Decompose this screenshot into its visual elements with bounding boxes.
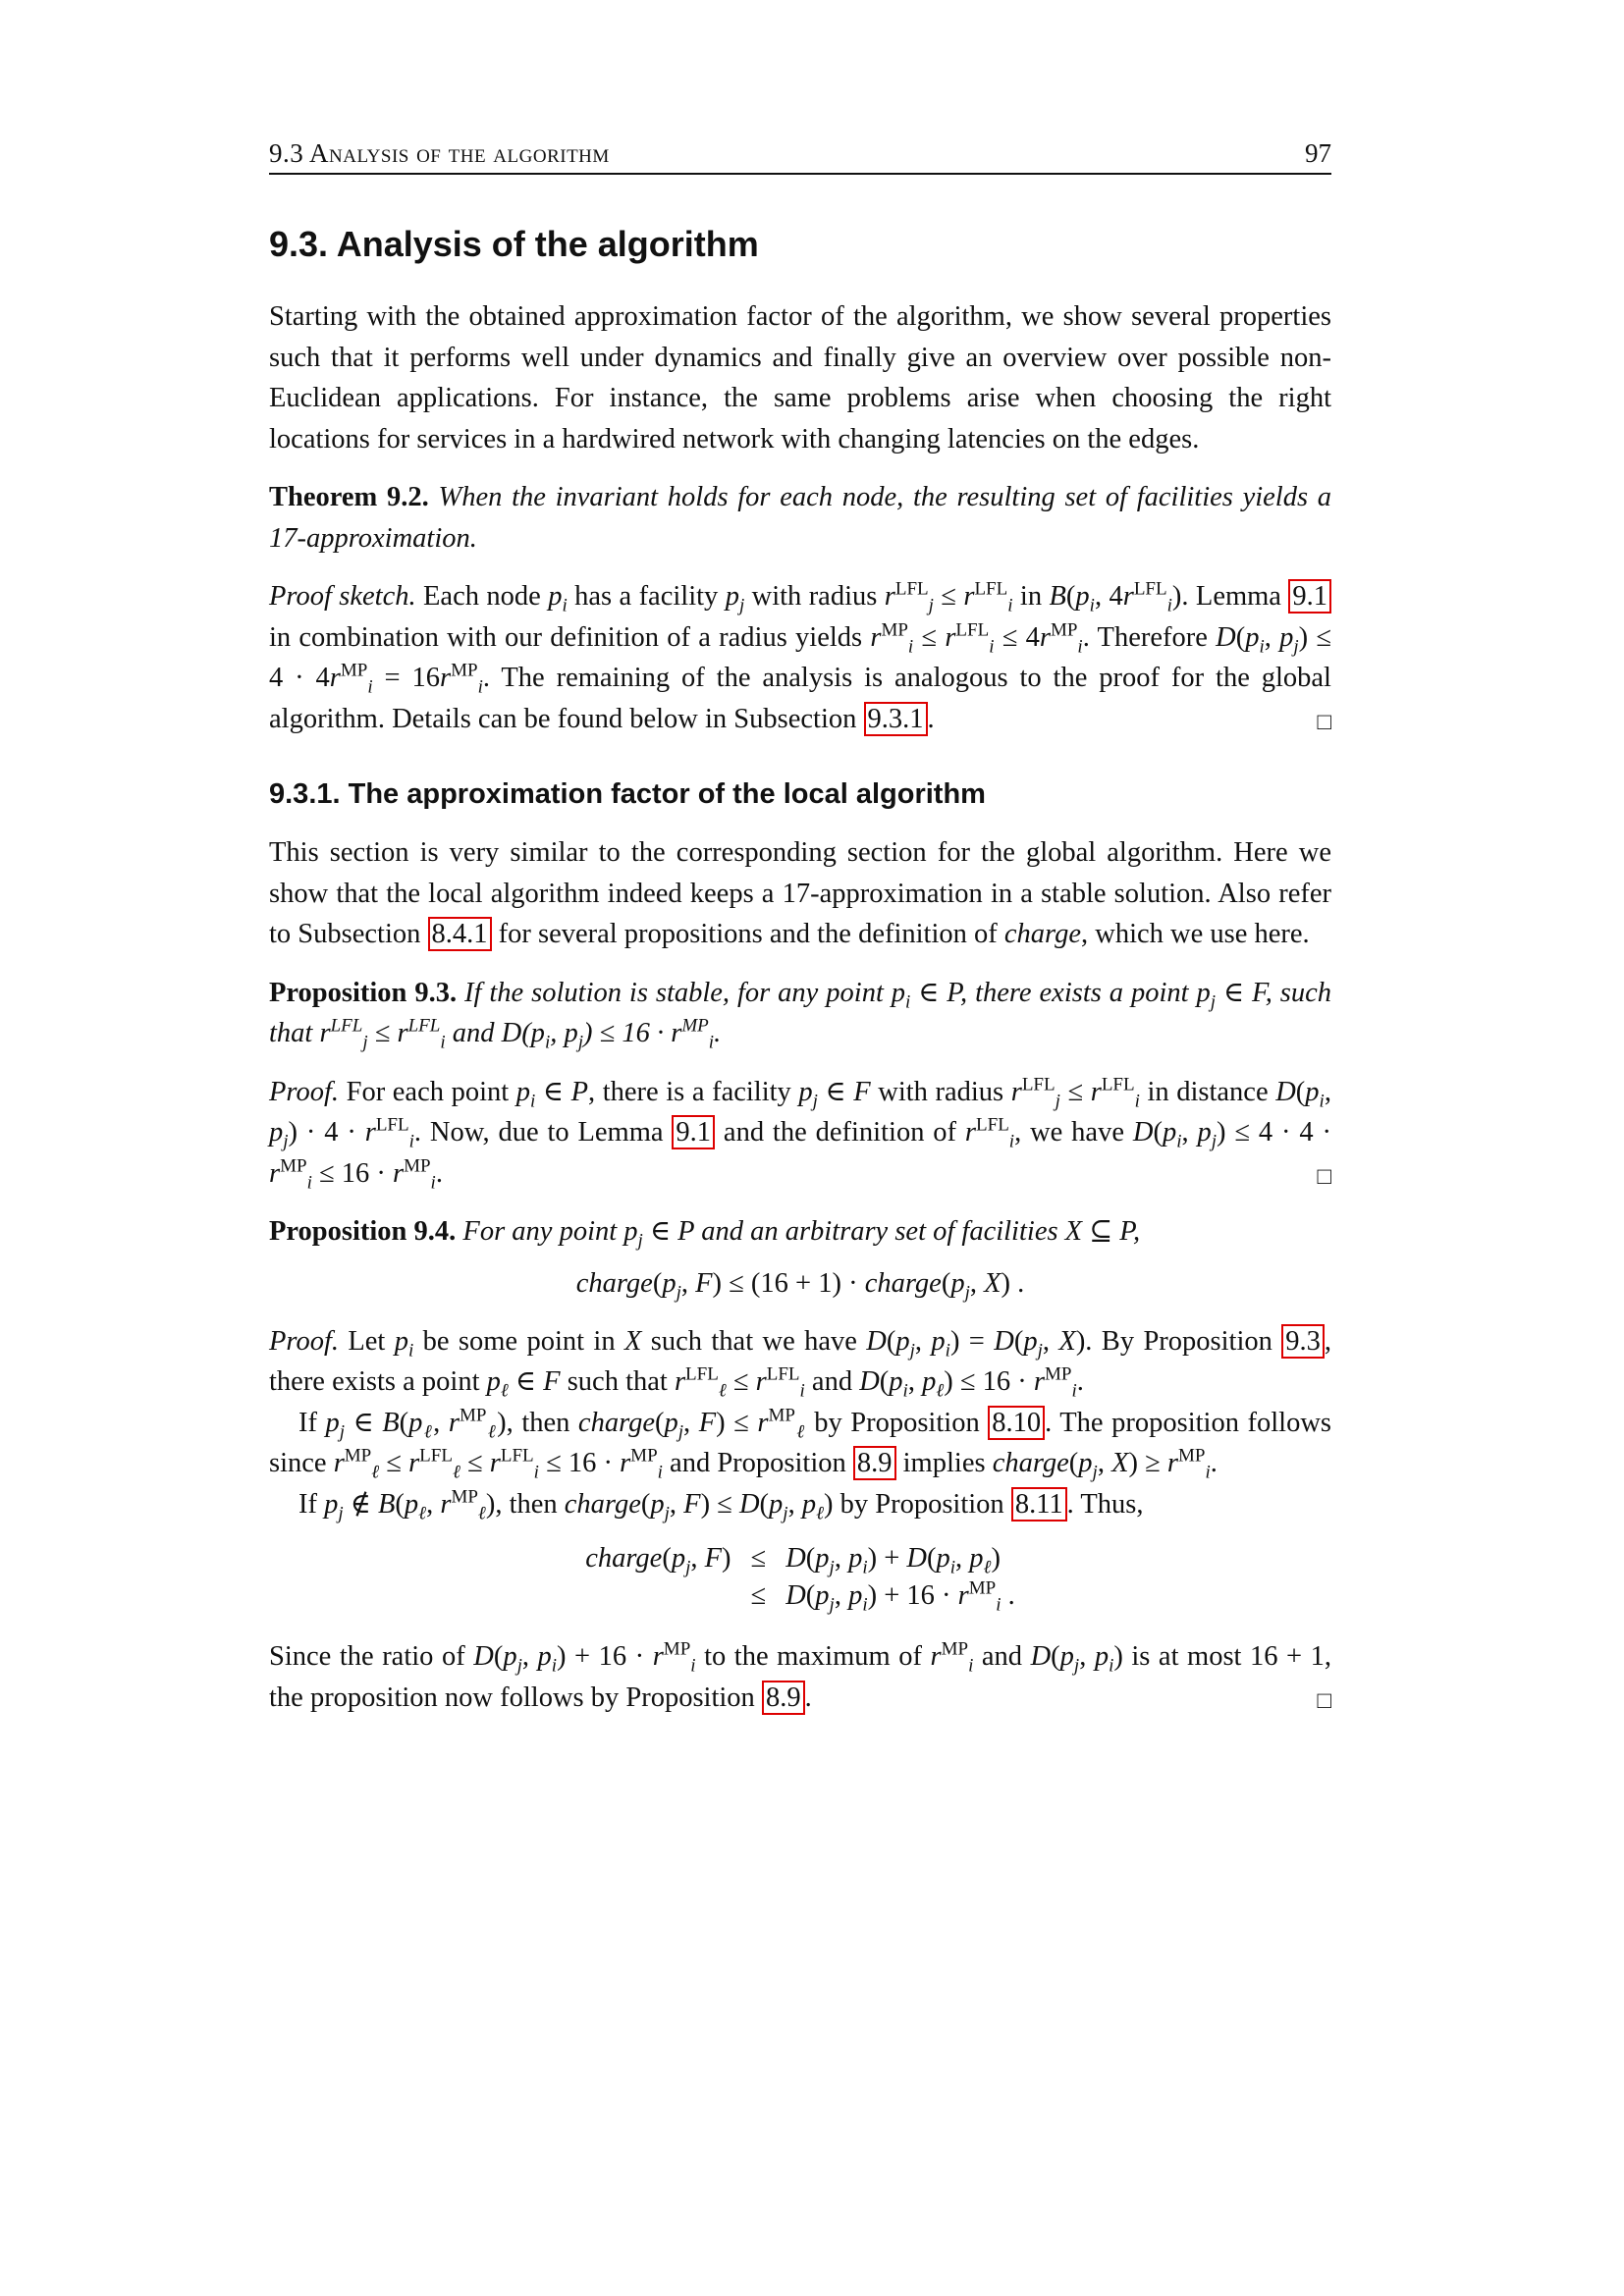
theorem-text: When the invariant holds for each node, the resulting set of facilities yields a 17-approximation. xyxy=(269,482,1331,554)
subsection-title: 9.3.1. The approximation factor of the local algorithm xyxy=(269,778,986,810)
prop-9-3-link[interactable]: 9.3 xyxy=(1281,1324,1325,1359)
intro-paragraph: Starting with the obtained approximation factor of the algorithm, we show several properties such that it performs well under dynamics and finally give an overview over possible non-Euclidean applications. For instance, the same problems arise when choosing the right locations for services in a hardwired network with changing latencies on the edges. xyxy=(269,301,1331,454)
lemma-9-1-link-2[interactable]: 9.1 xyxy=(672,1115,715,1149)
proof-conclusion: Since the ratio of $D(p_j$, $p_i) + 16 \cdot r^{MP}_i$ to the maximum of $r^{MP}_i$ and $D(p_j$, $p_i$) is at most 16 + 1, the proposition now follows by Proposition 8.9 . □ xyxy=(269,1636,1331,1718)
theorem-label: Theorem 9.2. xyxy=(269,482,429,512)
equation-charge: $charge(p_j$, $F) \le (16 + 1) \cdot charge(p_j$, X) . xyxy=(575,1267,1025,1304)
prop-8-9-link[interactable]: 8.9 xyxy=(853,1446,896,1480)
proof-case-1: If $p_j$ ∈ $B(p_\ell$, $r^{MP}_\ell$), then $charge(p_j$, $F) \le r^{MP}_\ell$ by Proposition 8.10 . The proposition follows since $r^{MP}_\ell \le r^{LFL}_\ell \le r^{LFL}_i \le 16 \cdot r^{MP}_i$ and Proposition 8.9 implies $charge(p_j$, $X) \ge r^{MP}_i$. xyxy=(269,1405,1331,1483)
prop-8-10-link[interactable]: 8.10 xyxy=(988,1406,1045,1440)
subsection-intro: This section is very similar to the corresponding section for the global algorithm. Here we show that the local algorithm indeed keeps a 17-approximation in a stable solution. Also refer to Subsection 8.4.1 for several propositions and the definition of charge, which we use here. xyxy=(269,837,1331,949)
qed-symbol: □ xyxy=(1317,1163,1331,1190)
proof-sketch-label: Proof sketch. xyxy=(269,581,416,612)
proposition-9-3: Proposition 9.3. If the solution is stable, for any point $p_i$ ∈ P, there exists a point $p_j$ ∈ F, such that $r^{LFL}_j \le r^{LFL}_i$ and $D(p_i$, $p_j) \le 16 \cdot r^{MP}_i$. xyxy=(269,977,1332,1053)
subsection-intro-part1: This section is very similar to the corresponding section for the global algorithm. Here we show that the local algorithm indeed keeps a 17-approximation in a stable solution. Also refer to Subsection xyxy=(269,837,1331,949)
proof-prop-9-3: Proof. For each point $p_i$ ∈ P, there is a facility $p_j$ ∈ F with radius $r^{LFL}_j \le r^{LFL}_i$ in distance $D(p_i$, $p_j) \cdot 4 \cdot r^{LFL}_i$. Now, due to Lemma 9.1 and the definition of $r^{LFL}_i$, we have $D(p_i$, $p_j) \le 4 \cdot 4 \cdot r^{MP}_i \le 16 \cdot r^{MP}_i$. □ xyxy=(269,1072,1331,1195)
proof-label: Proof. xyxy=(269,1076,339,1107)
qed-symbol: □ xyxy=(1317,1687,1331,1714)
running-header-section: 9.3 Analysis of the algorithm xyxy=(269,138,610,168)
page-number: 97 xyxy=(1305,138,1331,168)
running-header xyxy=(269,128,1331,175)
subsection-8-4-1-link[interactable]: 8.4.1 xyxy=(428,917,492,951)
prop94-label: Proposition 9.4. xyxy=(269,1216,457,1247)
prop-8-11-link[interactable]: 8.11 xyxy=(1011,1487,1067,1522)
proof-sketch: Proof sketch. Each node $p_i$ has a facility $p_j$ with radius $r^{LFL}_j \le r^{LFL}_i$ in $B(p_i$, $4r^{LFL}_i$). Lemma 9.1 in combination with our definition of a radius yields $r^{MP}_i \le r^{LFL}_i \le 4r^{MP}_i$. Therefore $D(p_i$, $p_j) \le 4 \cdot 4r^{MP}_i = 16r^{MP}_i$. The remaining of the analysis is analogous to the proof for the global algorithm. Details can be found below in Subsection 9.3.1 . □ xyxy=(269,576,1331,739)
proof-label: Proof. xyxy=(269,1325,339,1357)
section-title: 9.3. Analysis of the algorithm xyxy=(269,224,759,264)
prop-8-9-link-2[interactable]: 8.9 xyxy=(762,1681,805,1715)
prop93-label: Proposition 9.3. xyxy=(269,977,458,1008)
proof-prop-9-4: Proof. Let $p_i$ be some point in X such that we have $D(p_j$, $p_i) = D(p_j$, X). By Proposition 9.3 , there exists a point $p_\ell$ ∈ F such that $r^{LFL}_\ell \le r^{LFL}_i$ and $D(p_i$, $p_\ell) \le 16 \cdot r^{MP}_i$. xyxy=(269,1325,1331,1402)
lemma-9-1-link[interactable]: 9.1 xyxy=(1288,579,1331,614)
page xyxy=(269,128,1331,1735)
proof-case-2: If $p_j$ ∉ $B(p_\ell$, $r^{MP}_\ell$), then $charge(p_j$, $F) \le D(p_j$, $p_\ell$) by Proposition 8.11 . Thus, xyxy=(298,1486,1144,1524)
equation-array: $charge(p_j$, F) ≤ $D(p_j$, $p_i) + D(p_i$, $p_\ell$) ≤ $D(p_j$, $p_i) + 16 \cdot r^{MP}_i$ . xyxy=(585,1543,1015,1616)
qed-symbol: □ xyxy=(1317,709,1331,735)
theorem-9-2 xyxy=(269,477,1331,559)
subsection-intro-part3: , which we use here. xyxy=(1080,919,1310,949)
proposition-9-4: Proposition 9.4. For any point $p_j$ ∈ P and an arbitrary set of facilities X ⊆ P, xyxy=(269,1216,1141,1252)
subsection-intro-part2: for several propositions and the definition of xyxy=(498,919,998,949)
subsection-9-3-1-link[interactable]: 9.3.1 xyxy=(864,702,928,736)
